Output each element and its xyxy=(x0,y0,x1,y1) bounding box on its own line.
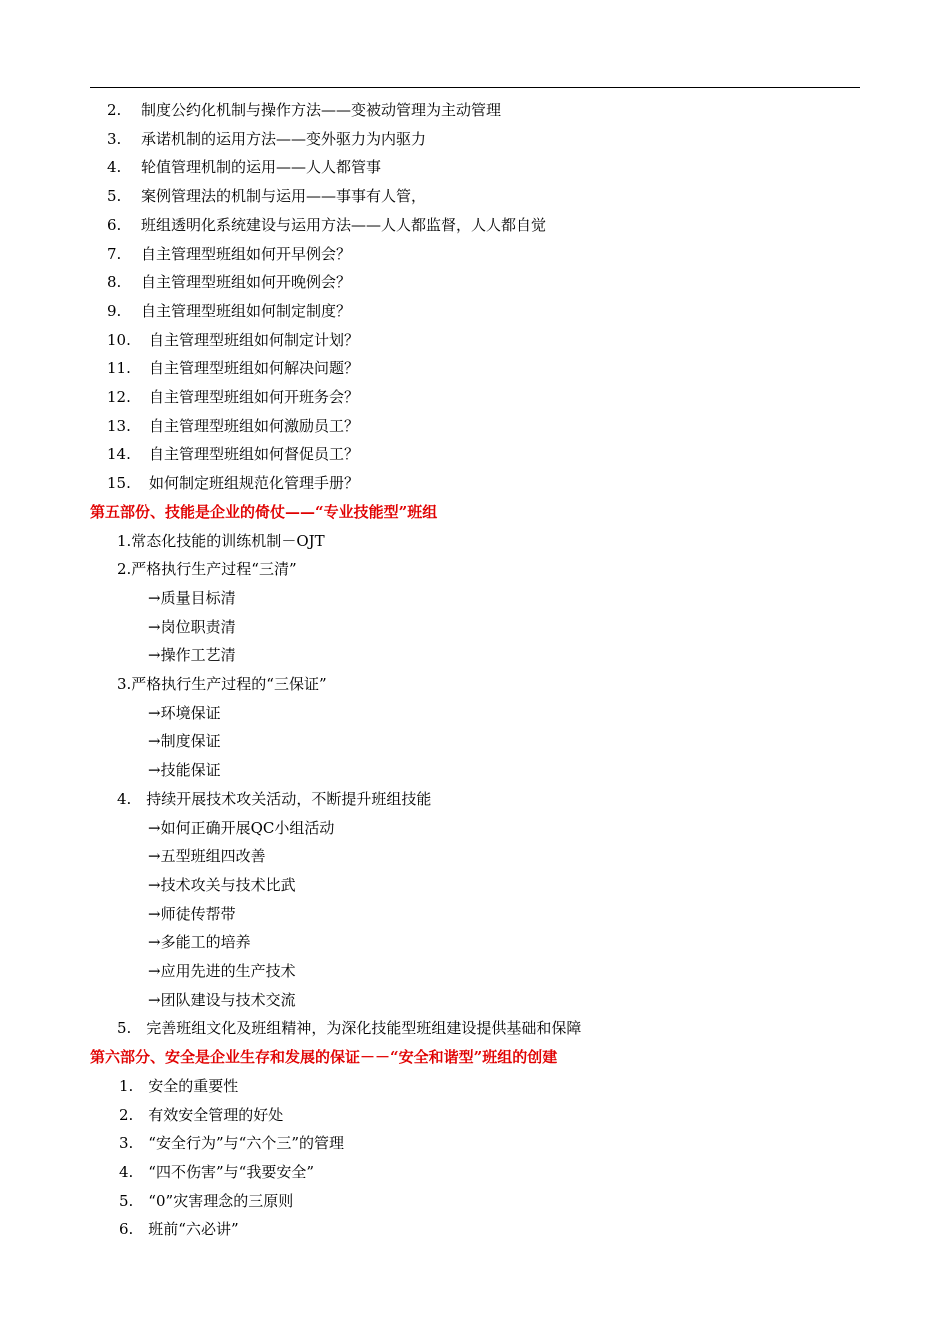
header-rule xyxy=(90,87,860,88)
sub-list-item: →环境保证 xyxy=(148,703,221,722)
item-number: 4. xyxy=(107,158,122,177)
sub-list-item: →团队建设与技术交流 xyxy=(148,990,296,1009)
item-text: 轮值管理机制的运用——人人都管事 xyxy=(141,158,382,177)
list-item xyxy=(107,215,546,235)
item-text: 自主管理型班组如何解决问题？ xyxy=(149,359,360,378)
item-number: 14. xyxy=(107,445,131,464)
sub-list-item: →师徒传帮带 xyxy=(148,904,236,923)
item-number: 11. xyxy=(107,359,131,378)
list-item: 1.常态化技能的训练机制－OJT xyxy=(117,531,325,550)
sub-list-item: →应用先进的生产技术 xyxy=(148,962,296,980)
list-item xyxy=(107,129,426,149)
item-number: 3. xyxy=(107,129,122,148)
list-item xyxy=(107,272,351,292)
sub-list-item: →岗位职责清 xyxy=(148,617,236,636)
list-item: 4. “四不伤害”与“我要安全” xyxy=(119,1162,314,1181)
item-number: 2. xyxy=(107,101,122,119)
sub-list-item: →制度保证 xyxy=(148,732,221,751)
list-item: 3. “安全行为”与“六个三”的管理 xyxy=(119,1134,344,1153)
item-text: 承诺机制的运用方法——变外驱力为内驱力 xyxy=(141,129,427,148)
list-item: 5. “0”灾害理念的三原则 xyxy=(119,1191,294,1210)
sub-list-item: →五型班组四改善 xyxy=(148,847,266,866)
list-item xyxy=(107,444,359,464)
list-item xyxy=(107,157,381,177)
item-text: 案例管理法的机制与运用——事事有人管， xyxy=(141,187,427,206)
list-item: 2. 有效安全管理的好处 xyxy=(119,1105,284,1124)
item-number: 7. xyxy=(107,244,122,263)
list-item: 5. 完善班组文化及班组精神，为深化技能型班组建设提供基础和保障 xyxy=(117,1019,582,1038)
item-number: 10. xyxy=(107,330,131,349)
list-item xyxy=(107,416,359,436)
item-text: 自主管理型班组如何激励员工？ xyxy=(149,416,360,435)
item-text: 自主管理型班组如何开班务会？ xyxy=(149,388,360,406)
item-number: 15. xyxy=(107,474,131,493)
list-item xyxy=(107,244,351,264)
list-item: 2.严格执行生产过程“三清” xyxy=(117,560,297,579)
list-item xyxy=(107,387,359,407)
sub-list-item: →多能工的培养 xyxy=(148,933,251,952)
item-text: 自主管理型班组如何督促员工？ xyxy=(149,445,360,464)
item-text: 自主管理型班组如何开早例会？ xyxy=(141,244,352,263)
item-number: 12. xyxy=(107,388,131,406)
list-item xyxy=(107,358,359,378)
sub-list-item: →技术攻关与技术比武 xyxy=(148,875,296,894)
item-text: 自主管理型班组如何制定制度？ xyxy=(141,301,352,320)
list-item xyxy=(107,330,359,350)
item-text: 如何制定班组规范化管理手册？ xyxy=(149,474,360,493)
item-text: 自主管理型班组如何制定计划？ xyxy=(149,330,360,349)
list-item: 4. 持续开展技术攻关活动，不断提升班组技能 xyxy=(117,789,432,808)
list-item: 6. 班前“六必讲” xyxy=(119,1220,239,1239)
sub-list-item: →技能保证 xyxy=(148,761,221,780)
list-item: 1. 安全的重要性 xyxy=(119,1076,239,1095)
list-item xyxy=(107,473,359,493)
item-number: 13. xyxy=(107,416,131,435)
sub-list-item: →操作工艺清 xyxy=(148,646,236,665)
item-text: 自主管理型班组如何开晚例会？ xyxy=(141,273,352,292)
item-text: 班组透明化系统建设与运用方法——人人都监督，人人都自觉 xyxy=(141,215,547,234)
item-number: 9. xyxy=(107,301,122,320)
sub-list-item: →如何正确开展QC小组活动 xyxy=(148,818,335,837)
list-item xyxy=(107,186,426,206)
list-item: 3.严格执行生产过程的“三保证” xyxy=(117,675,327,693)
sub-list-item: →质量目标清 xyxy=(148,588,236,607)
item-text: 制度公约化机制与操作方法——变被动管理为主动管理 xyxy=(141,101,502,119)
item-number: 6. xyxy=(107,215,122,234)
item-number: 8. xyxy=(107,273,122,292)
section-heading: 第六部分、安全是企业生存和发展的保证－－“安全和谐型”班组的创建 xyxy=(90,1048,558,1067)
section-heading: 第五部份、技能是企业的倚仗——“专业技能型”班组 xyxy=(90,502,438,521)
list-item xyxy=(107,100,501,120)
list-item xyxy=(107,301,351,321)
item-number: 5. xyxy=(107,187,122,206)
